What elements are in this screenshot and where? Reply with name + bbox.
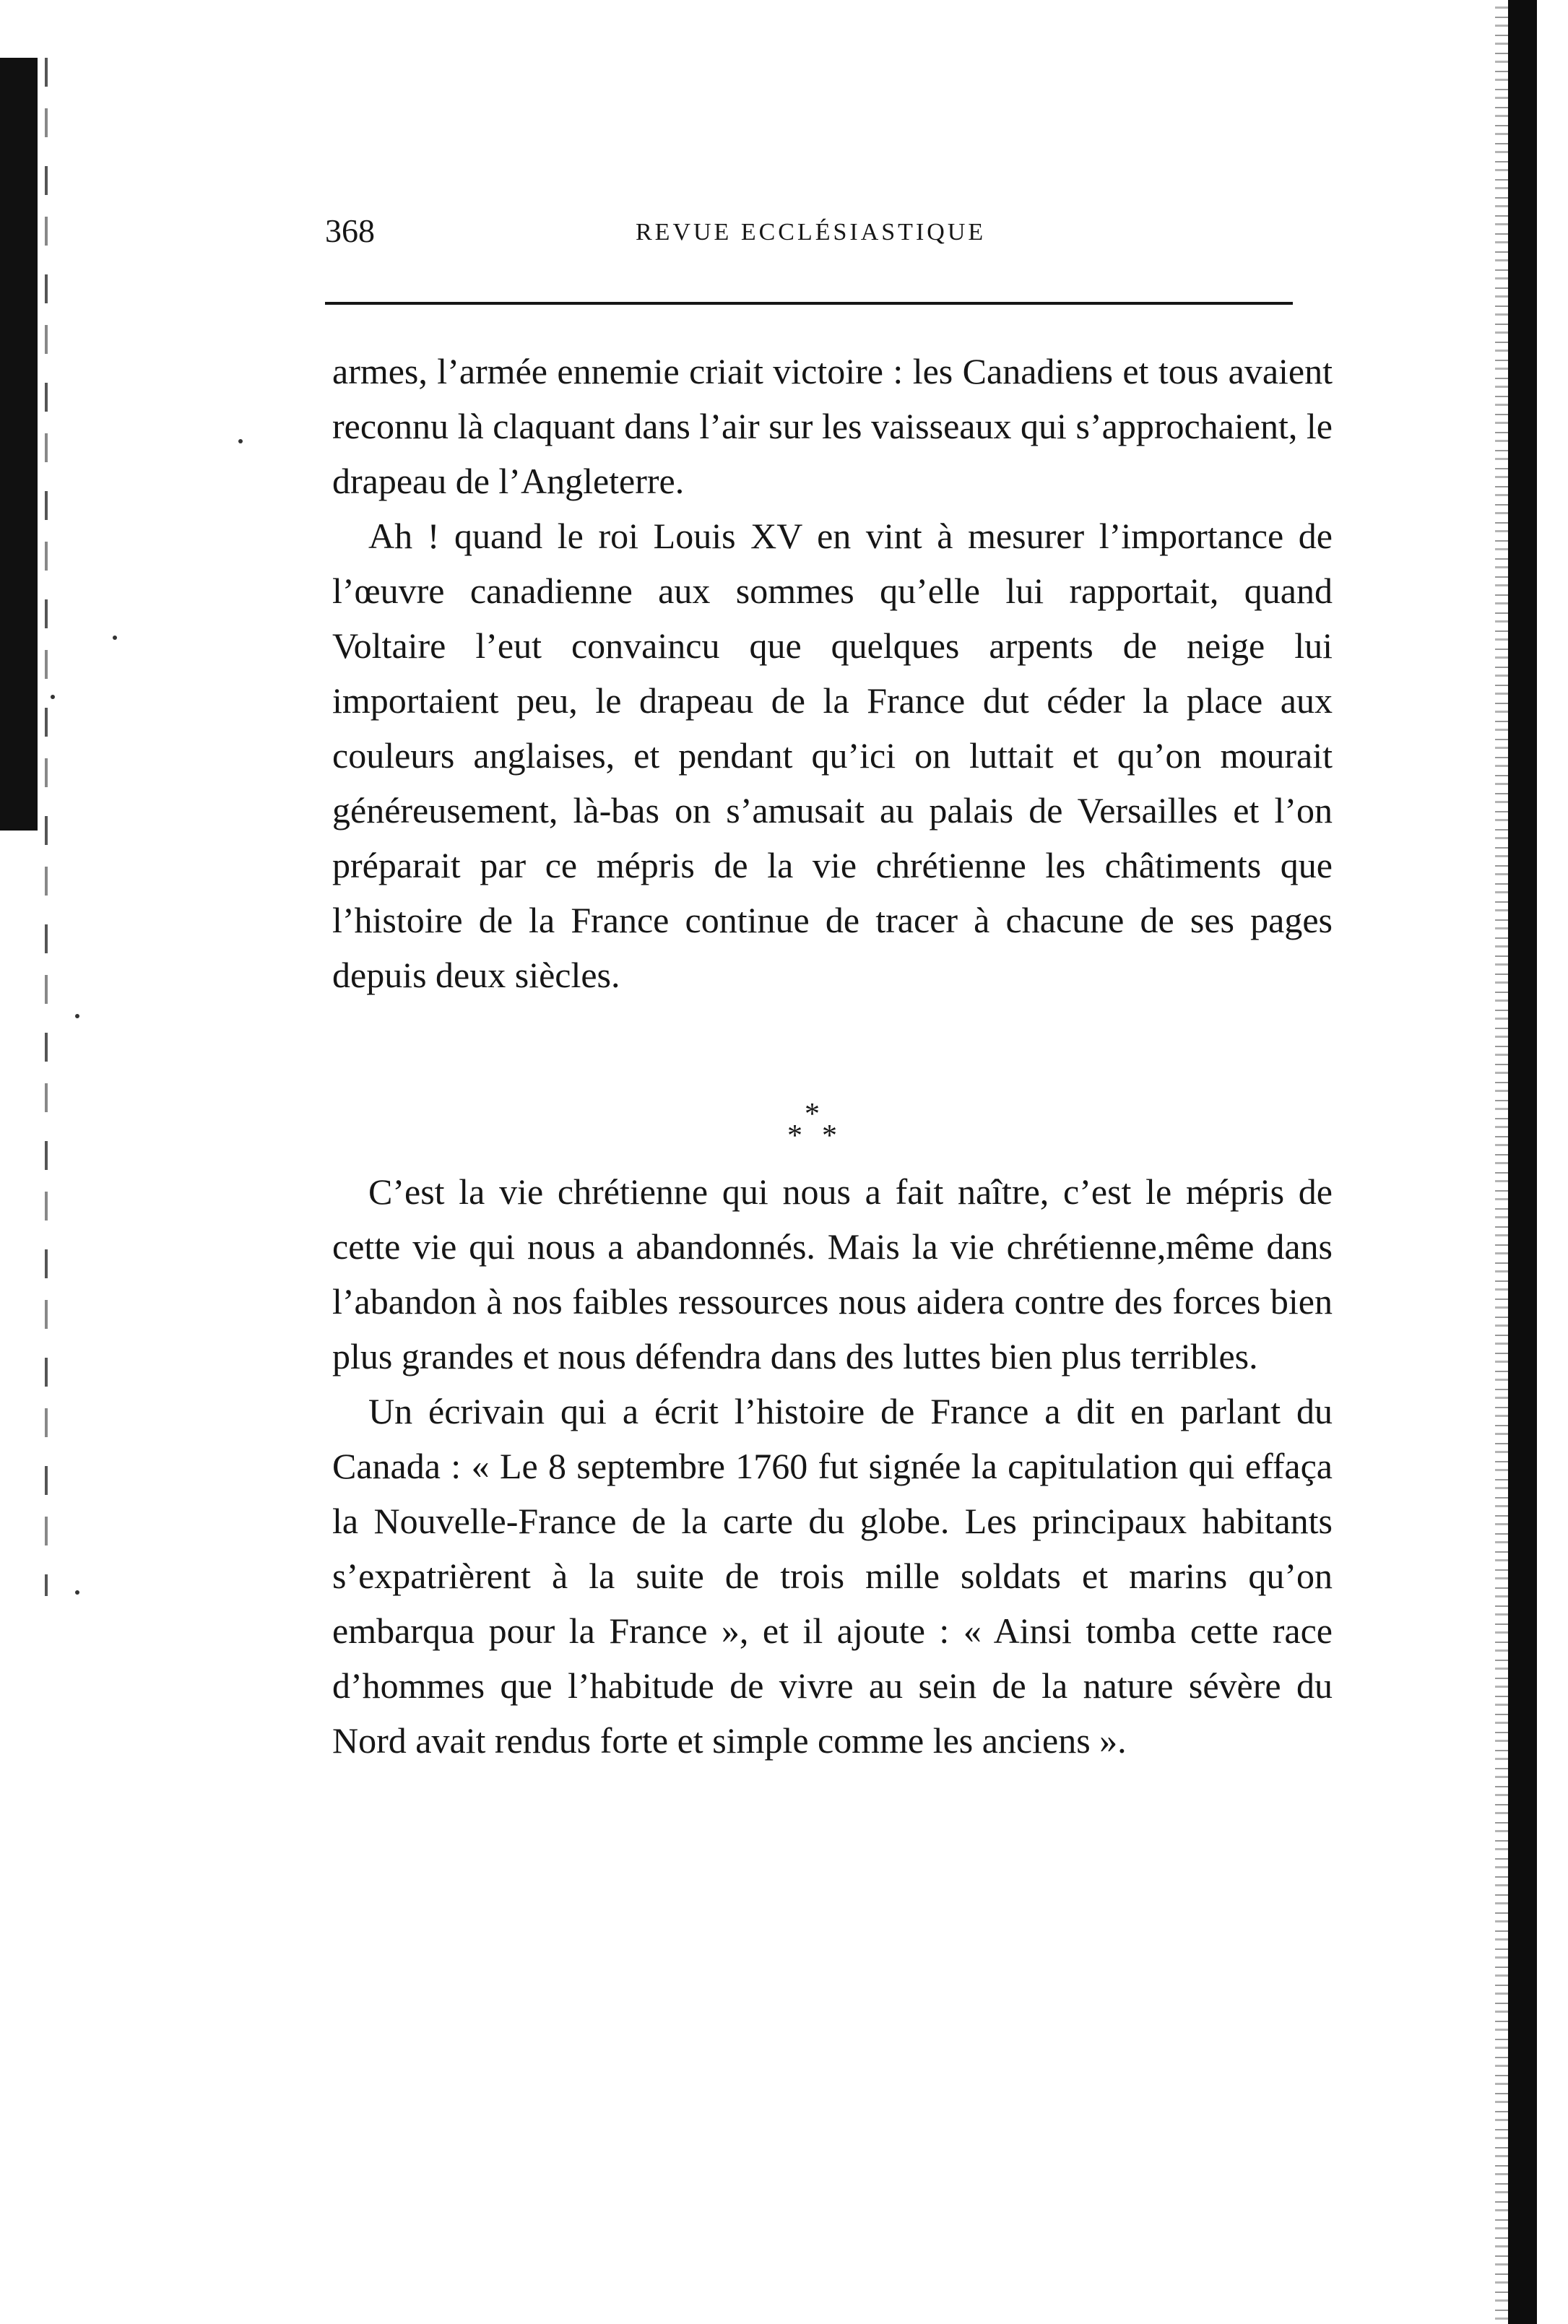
paragraph: armes, l’armée ennemie criait victoire : les Canadiens et tous avaient reconnu là claquant dans l’air sur les vaisseaux qui s’approchaient, le drapeau de l’Angleterre. bbox=[332, 351, 1333, 501]
asterism-star: * bbox=[822, 1119, 837, 1153]
journal-title: REVUE ECCLÉSIASTIQUE bbox=[636, 219, 987, 246]
scan-right-edge-noise bbox=[1495, 0, 1508, 2324]
page-number: 368 bbox=[325, 212, 375, 249]
paragraph: Un écrivain qui a écrit l’histoire de France a dit en parlant du Canada : « Le 8 septembre 1760 fut signée la capitulation qui effaça la Nouvelle-France de la carte du globe. Les principaux habitants s’expatrièrent à la suite de trois mille soldats et marins qu’on embarqua pour la France », et il ajoute : « Ainsi tomba cette race d’hommes que l’habitude de vivre au sein de la nature sévère du Nord avait rendus forte et simple comme les anciens ». bbox=[332, 1391, 1333, 1761]
text-section-2 bbox=[332, 1164, 1333, 1768]
margin-speck bbox=[113, 636, 117, 640]
text-section-1 bbox=[332, 344, 1333, 1002]
asterism-star: * bbox=[787, 1119, 802, 1153]
scan-right-edge bbox=[1508, 0, 1537, 2324]
paragraph: Ah ! quand le roi Louis XV en vint à mesurer l’importance de l’œuvre canadienne aux sommes qu’elle lui rapportait, quand Voltaire l’eut convaincu que quelques arpents de neige lui importaient peu, le drapeau de la France dut céder la place aux couleurs anglaises, et pendant qu’ici on luttait et qu’on mourait généreusement, là-bas on s’amusait au palais de Versailles et l’on préparait par ce mépris de la vie chrétienne les châtiments que l’histoire de la France continue de tracer à chacune de ses pages depuis deux siècles. bbox=[332, 516, 1333, 995]
scan-left-margin-line bbox=[45, 58, 48, 1596]
margin-speck bbox=[51, 695, 55, 699]
running-head bbox=[325, 209, 1293, 253]
section-separator-asterism bbox=[780, 1099, 852, 1157]
margin-speck bbox=[238, 439, 243, 443]
paragraph: C’est la vie chrétienne qui nous a fait naître, c’est le mépris de cette vie qui nous a abandonnés. Mais la vie chrétienne,même dans l’abandon à nos faibles ressources nous aidera contre des forces bien plus grandes et nous défendra dans des luttes bien plus terribles. bbox=[332, 1171, 1333, 1376]
margin-speck bbox=[75, 1590, 79, 1595]
asterism-star: * bbox=[805, 1098, 820, 1131]
scan-left-edge bbox=[0, 58, 38, 831]
margin-speck bbox=[75, 1014, 79, 1018]
header-rule bbox=[325, 302, 1293, 305]
